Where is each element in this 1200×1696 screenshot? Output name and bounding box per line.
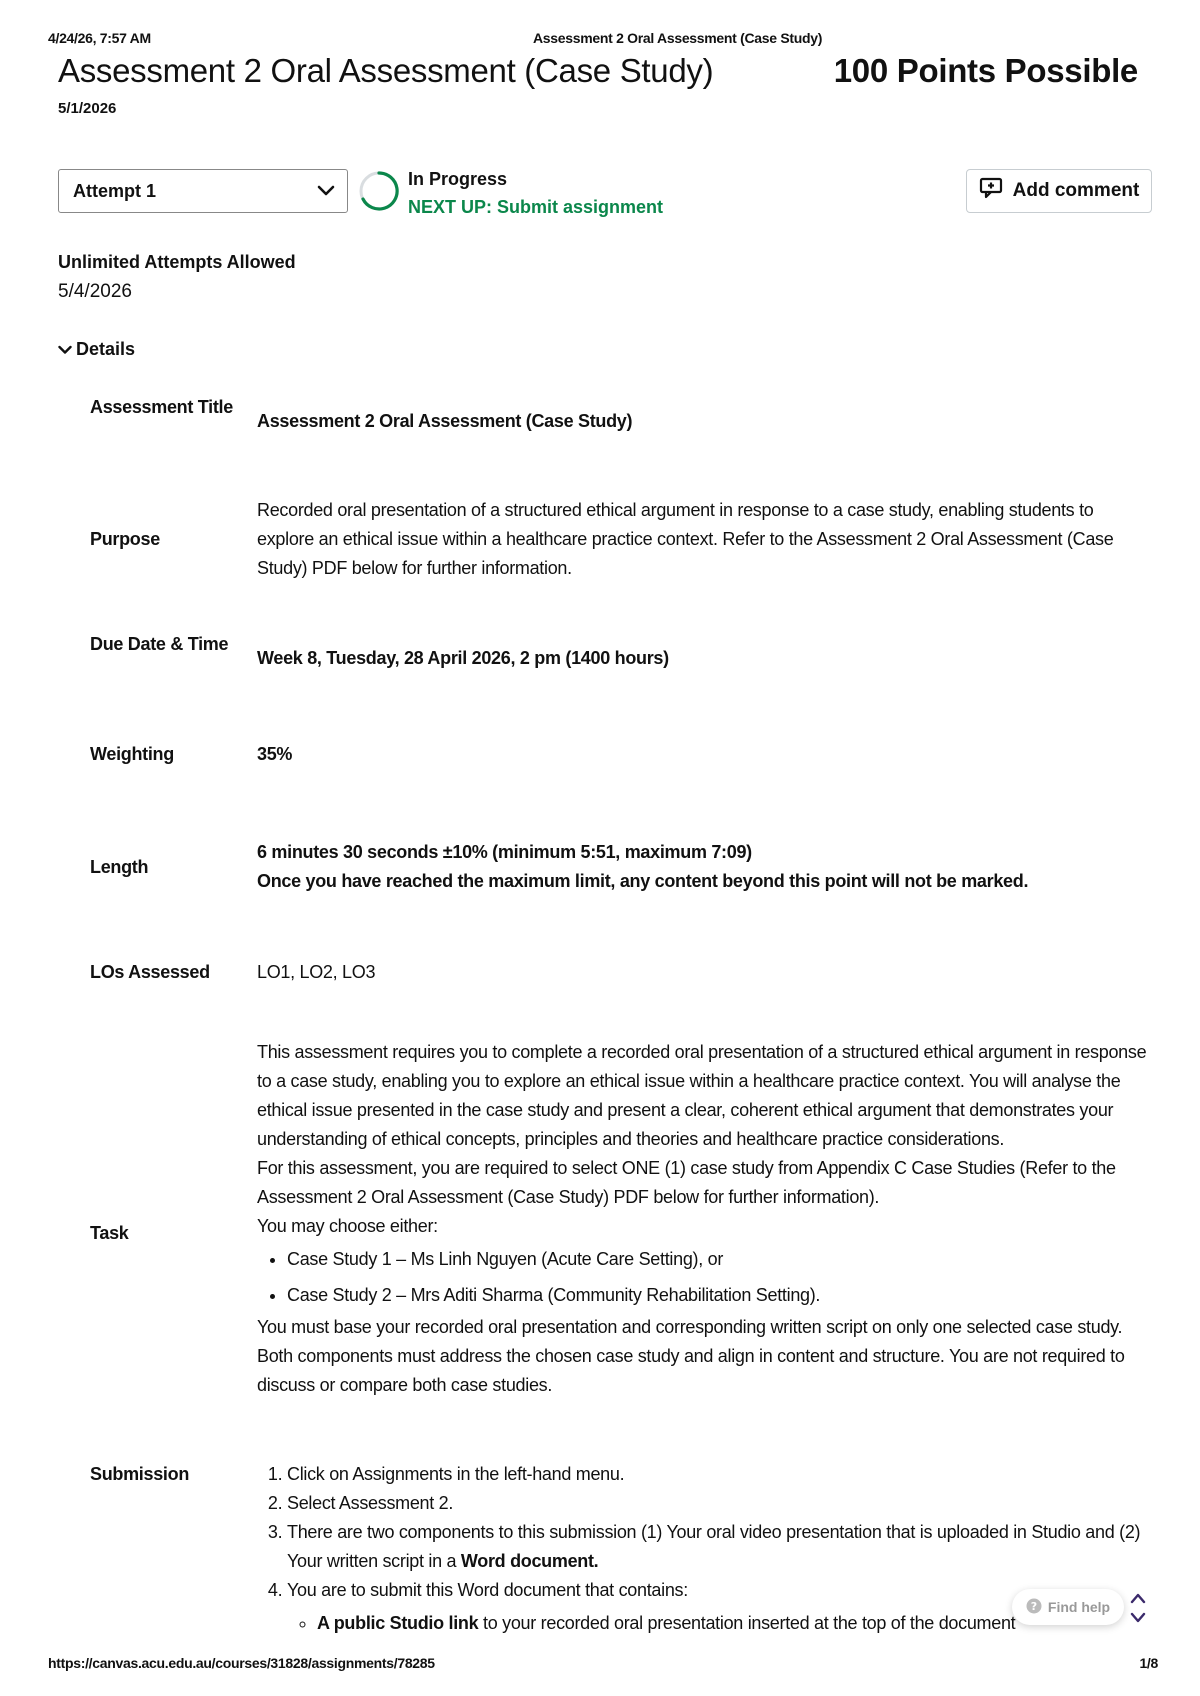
row-value-length: [257, 838, 1147, 896]
expand-collapse-icon[interactable]: [1128, 1590, 1148, 1626]
row-label-weighting: Weighting: [90, 744, 174, 764]
row-label-title: Assessment Title: [90, 397, 233, 417]
case-study-list: [257, 1241, 1147, 1313]
list-item: • Case Study 1 – Ms Linh Nguyen (Acute Care Setting), or: [287, 1241, 1147, 1277]
row-value-due: Week 8, Tuesday, 28 April 2026, 2 pm (1400 hours): [257, 648, 669, 668]
list-item: 2. Select Assessment 2.: [287, 1489, 1147, 1518]
row-label-task: Task: [90, 1223, 129, 1243]
row-label-due: Due Date & Time: [90, 634, 229, 654]
list-item: • Case Study 2 – Mrs Aditi Sharma (Community Rehabilitation Setting).: [287, 1277, 1147, 1313]
next-up-link[interactable]: NEXT UP: Submit assignment: [408, 197, 664, 217]
row-label-purpose: Purpose: [90, 529, 160, 549]
row-value-title: Assessment 2 Oral Assessment (Case Study): [257, 411, 633, 431]
row-label-los: LOs Assessed: [90, 962, 210, 982]
comment-icon: [979, 177, 1003, 205]
find-help-button[interactable]: [1012, 1589, 1124, 1625]
row-value-los: LO1, LO2, LO3: [257, 962, 376, 982]
list-item: 1. Click on Assignments in the left-hand menu.: [287, 1460, 1147, 1489]
help-icon: [1026, 1598, 1042, 1617]
status-label: In Progress: [408, 169, 508, 189]
step-text: You are to submit this Word document that contains:: [287, 1580, 688, 1600]
step-text-bold: Word document.: [460, 1551, 599, 1571]
row-value-weighting: 35%: [257, 744, 293, 764]
row-label-length: Length: [90, 857, 149, 877]
print-url: https://canvas.acu.edu.au/courses/31828/assignments/78285: [48, 1655, 435, 1671]
length-note: Once you have reached the maximum limit, any content beyond this point will not be marked.: [257, 871, 1029, 891]
task-paragraph-1: This assessment requires you to complete a recorded oral presentation of a structured ethical argument in response to a case study, enabling you to explore an ethical issue within a healthcare practice context. You will analyse the ethical issue presented in the case study and present a clear, coherent ethical argument that demonstrates your understanding of ethical concepts, principles and theories and healthcare practice considerations.: [257, 1042, 1147, 1149]
print-doc-title: Assessment 2 Oral Assessment (Case Study): [533, 30, 823, 46]
task-paragraph-2: For this assessment, you are required to select ONE (1) case study from Appendix C Case Studies (Refer to the Assessment 2 Oral Assessment (Case Study) PDF below for further information).: [257, 1158, 1116, 1207]
page-title: Assessment 2 Oral Assessment (Case Study): [58, 52, 714, 89]
progress-ring-icon: [357, 169, 401, 213]
details-toggle[interactable]: [58, 339, 135, 360]
add-comment-button[interactable]: [966, 169, 1152, 213]
svg-text:?: ?: [1030, 1599, 1038, 1613]
task-paragraph-3: You may choose either:: [257, 1216, 438, 1236]
row-value-task: [257, 1038, 1147, 1400]
chevron-down-icon: [58, 339, 72, 360]
add-comment-label: Add comment: [1012, 180, 1140, 201]
details-toggle-label: Details: [76, 339, 136, 359]
list-item: [287, 1518, 1147, 1576]
attempts-date: 5/4/2026: [58, 281, 132, 302]
row-label-submission: Submission: [90, 1464, 190, 1484]
chevron-down-icon: [317, 181, 335, 202]
find-help-label: Find help: [1047, 1599, 1111, 1615]
page-date: 5/1/2026: [58, 100, 117, 117]
row-value-purpose: Recorded oral presentation of a structured ethical argument in response to a case study, enabling students to explore an ethical issue within a healthcare practice context. Refer to the Assessment 2 Oral Assessment (Case Study) PDF below for further information.: [257, 500, 1114, 578]
step-text: There are two components to this submission (1) Your oral video presentation that is uploaded in Studio and (2) Your written script in a: [287, 1522, 1141, 1571]
attempts-allowed: Unlimited Attempts Allowed: [58, 252, 296, 272]
sub-item-text: to your recorded oral presentation inserted at the top of the document: [478, 1613, 1016, 1633]
attempt-status: [408, 165, 663, 221]
length-limit: 6 minutes 30 seconds ±10% (minimum 5:51, maximum 7:09): [257, 842, 752, 862]
points-possible: 100 Points Possible: [833, 52, 1138, 89]
print-page-number: 1/8: [1139, 1655, 1158, 1671]
task-paragraph-4: You must base your recorded oral presentation and corresponding written script on only one selected case study. Both components must address the chosen case study and align in content and structure. You are not required to discuss or compare both case studies.: [257, 1317, 1125, 1395]
attempt-select[interactable]: [58, 169, 348, 213]
sub-item-bold: A public Studio link: [317, 1613, 479, 1633]
attempt-select-value: Attempt 1: [73, 180, 157, 201]
print-datetime: 4/24/26, 7:57 AM: [48, 30, 151, 46]
